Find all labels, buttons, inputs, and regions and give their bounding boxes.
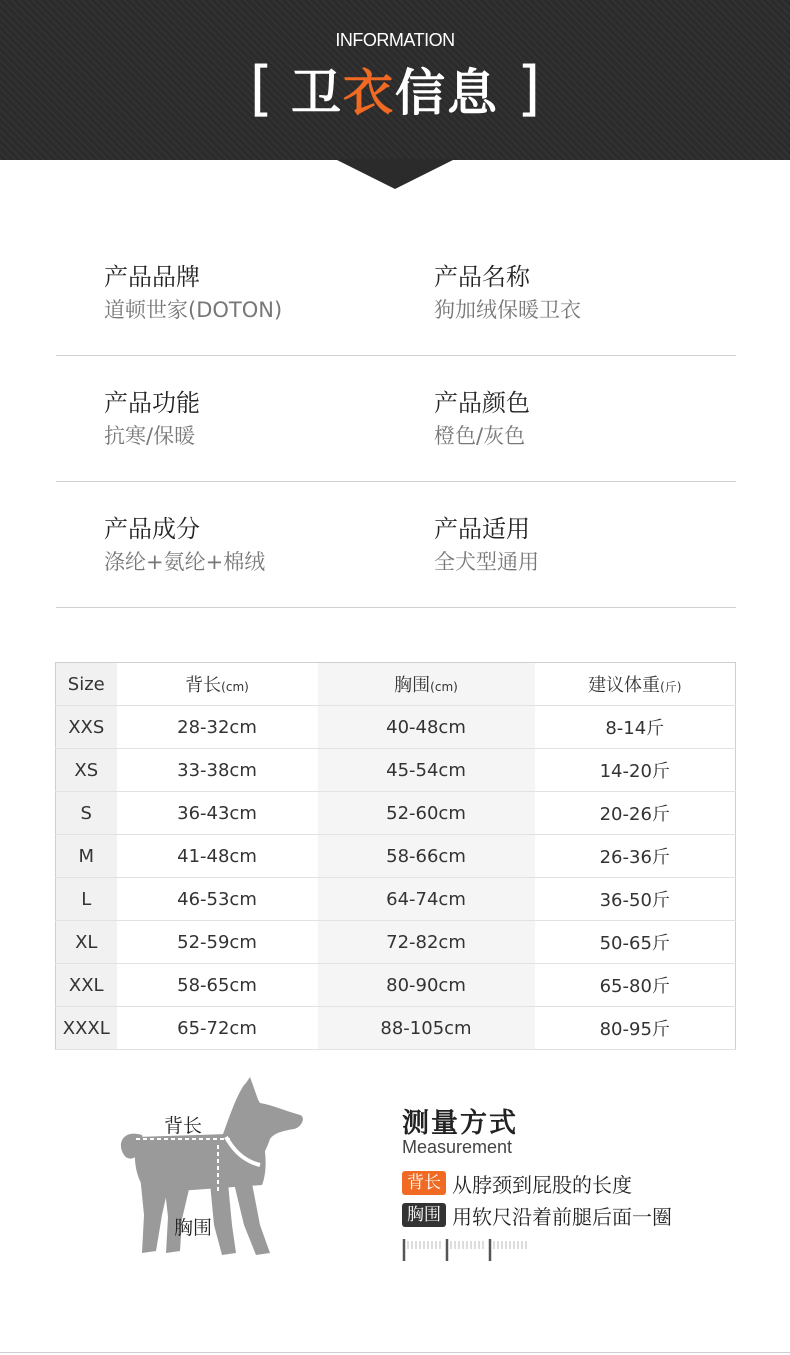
cell-back: 65-72cm [117, 1007, 318, 1050]
cell-size: XXS [56, 706, 117, 749]
header-back-length: 背长(cm) [117, 663, 318, 706]
header-weight: 建议体重(斤) [535, 663, 736, 706]
cell-weight: 26-36斤 [535, 835, 736, 878]
size-table [55, 662, 736, 1050]
product-info [56, 230, 736, 608]
cell-back: 33-38cm [117, 749, 318, 792]
cell-weight: 50-65斤 [535, 921, 736, 964]
cell-size: XL [56, 921, 117, 964]
cell-size: XXXL [56, 1007, 117, 1050]
table-row [56, 835, 736, 878]
cell-weight: 8-14斤 [535, 706, 736, 749]
bracket-left: [ [249, 54, 273, 124]
cell-weight: 36-50斤 [535, 878, 736, 921]
cell-chest: 80-90cm [318, 964, 535, 1007]
header-arrow [335, 159, 455, 189]
cell-size: M [56, 835, 117, 878]
cell-back: 41-48cm [117, 835, 318, 878]
ruler-icon [402, 1238, 532, 1264]
table-row [56, 964, 736, 1007]
info-applicable [434, 514, 539, 577]
info-function [104, 388, 200, 451]
table-row [56, 1007, 736, 1050]
header-subtitle: INFORMATION [335, 30, 455, 50]
info-label: 产品颜色 [434, 389, 530, 417]
table-row [56, 921, 736, 964]
back-description: 从脖颈到屁股的长度 [452, 1172, 632, 1197]
cell-weight: 80-95斤 [535, 1007, 736, 1050]
cell-size: XXL [56, 964, 117, 1007]
measurement-chest-line [402, 1202, 672, 1228]
header-chest: 胸围(cm) [318, 663, 535, 706]
info-value: 狗加绒保暖卫衣 [434, 298, 581, 322]
measurement-title: 测量方式 [402, 1108, 518, 1139]
header-title [0, 54, 790, 124]
cell-size: S [56, 792, 117, 835]
back-tag: 背长 [402, 1171, 446, 1195]
dog-diagram [110, 1075, 330, 1270]
cell-chest: 72-82cm [318, 921, 535, 964]
cell-chest: 58-66cm [318, 835, 535, 878]
info-row [56, 230, 736, 356]
dog-silhouette-icon [110, 1075, 330, 1270]
cell-back: 58-65cm [117, 964, 318, 1007]
info-label: 产品适用 [434, 515, 530, 543]
dog-chest-label: 胸围 [174, 1217, 213, 1239]
info-name [434, 262, 581, 325]
dog-back-label: 背长 [164, 1115, 203, 1137]
info-label: 产品品牌 [104, 263, 200, 291]
info-value: 全犬型通用 [434, 550, 539, 574]
info-value: 抗寒/保暖 [104, 424, 196, 448]
cell-chest: 52-60cm [318, 792, 535, 835]
chest-tag: 胸围 [402, 1203, 446, 1227]
bracket-right: ] [517, 54, 541, 124]
cell-size: L [56, 878, 117, 921]
cell-chest: 64-74cm [318, 878, 535, 921]
info-value: 橙色/灰色 [434, 424, 526, 448]
table-row [56, 792, 736, 835]
info-value: 道顿世家(DOTON) [104, 298, 283, 322]
cell-weight: 20-26斤 [535, 792, 736, 835]
bottom-divider [0, 1352, 790, 1353]
measurement-subtitle: Measurement [402, 1137, 513, 1157]
info-material [104, 514, 265, 577]
info-row [56, 356, 736, 482]
table-row [56, 706, 736, 749]
title-part2: 信息 [395, 64, 499, 122]
info-row [56, 482, 736, 608]
table-header-row [56, 663, 736, 706]
info-value: 涤纶+氨纶+棉绒 [104, 550, 266, 574]
header-size: Size [56, 663, 117, 706]
chest-description: 用软尺沿着前腿后面一圈 [452, 1204, 672, 1229]
cell-chest: 88-105cm [318, 1007, 535, 1050]
info-brand [104, 262, 282, 325]
info-label: 产品功能 [104, 389, 200, 417]
cell-weight: 14-20斤 [535, 749, 736, 792]
cell-back: 52-59cm [117, 921, 318, 964]
title-part1: 卫 [291, 64, 343, 122]
cell-chest: 45-54cm [318, 749, 535, 792]
cell-back: 46-53cm [117, 878, 318, 921]
info-label: 产品成分 [104, 515, 200, 543]
cell-back: 28-32cm [117, 706, 318, 749]
cell-back: 36-43cm [117, 792, 318, 835]
cell-weight: 65-80斤 [535, 964, 736, 1007]
table-row [56, 878, 736, 921]
info-color [434, 388, 530, 451]
table-row [56, 749, 736, 792]
info-label: 产品名称 [434, 263, 530, 291]
cell-size: XS [56, 749, 117, 792]
measurement-back-line [402, 1170, 632, 1196]
cell-chest: 40-48cm [318, 706, 535, 749]
title-text [291, 53, 499, 125]
title-accent: 衣 [343, 64, 395, 122]
